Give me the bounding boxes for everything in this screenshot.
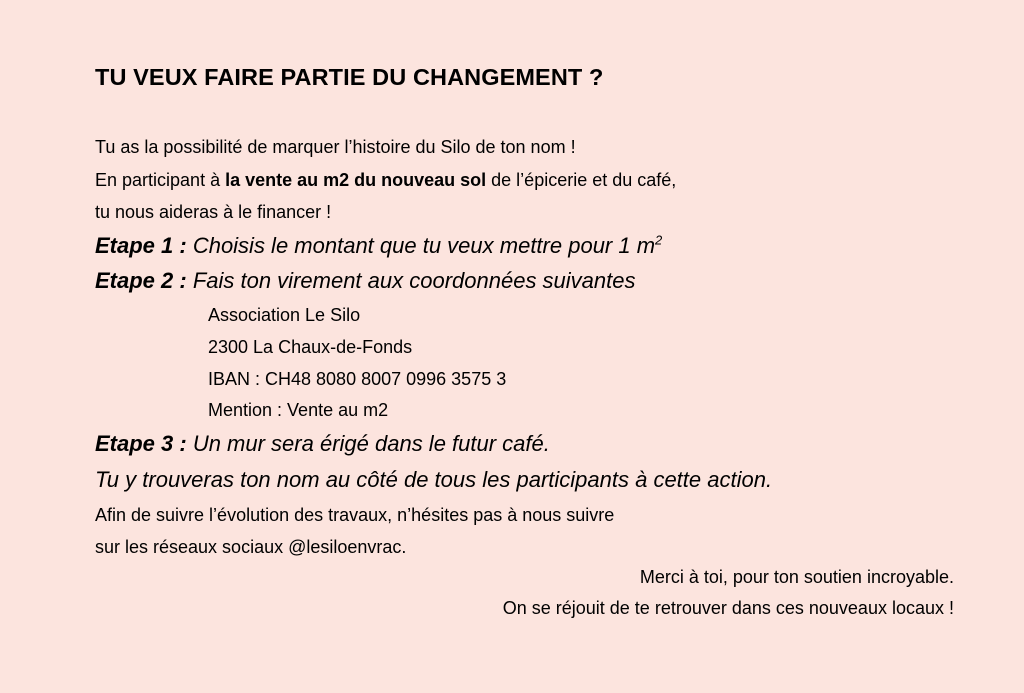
step-1-label: Etape 1 : (95, 233, 187, 258)
follow-line-2: sur les réseaux sociaux @lesiloenvrac. (95, 537, 407, 557)
intro-highlight: la vente au m2 du nouveau sol (225, 170, 487, 190)
step-1 (95, 233, 662, 259)
step-2-text: Fais ton virement aux coordonnées suivantes (186, 268, 636, 293)
bank-iban: IBAN : CH48 8080 8007 0996 3575 3 (208, 369, 507, 389)
intro-line-2-end: de l’épicerie et du café, (486, 170, 677, 190)
page-title: TU VEUX FAIRE PARTIE DU CHANGEMENT ? (95, 64, 604, 90)
step-3-label: Etape 3 : (95, 431, 187, 456)
intro-line-1: Tu as la possibilité de marquer l’histoire du Silo de ton nom ! (95, 137, 576, 157)
bank-name: Association Le Silo (208, 305, 361, 325)
thanks-line-1: Merci à toi, pour ton soutien incroyable. (639, 567, 954, 587)
bank-city: 2300 La Chaux-de-Fonds (208, 337, 413, 357)
intro-line-3: tu nous aideras à le financer ! (95, 202, 332, 222)
intro-line-2-start: En participant à (95, 170, 226, 190)
step-3-text: Un mur sera érigé dans le futur café. (186, 431, 550, 456)
step-2 (95, 268, 636, 294)
step-1-superscript: 2 (655, 232, 663, 248)
step-3-line-2: Tu y trouveras ton nom au côté de tous les participants à cette action. (95, 467, 773, 492)
thanks-line-2: On se réjouit de te retrouver dans ces nouveaux locaux ! (502, 598, 954, 618)
intro-line-2 (95, 170, 676, 191)
step-1-text: Choisis le montant que tu veux mettre pour 1 m (186, 233, 656, 258)
bank-mention: Mention : Vente au m2 (208, 400, 389, 420)
follow-line-1: Afin de suivre l’évolution des travaux, n’hésites pas à nous suivre (95, 505, 615, 525)
step-3 (95, 431, 550, 457)
step-2-label: Etape 2 : (95, 268, 187, 293)
